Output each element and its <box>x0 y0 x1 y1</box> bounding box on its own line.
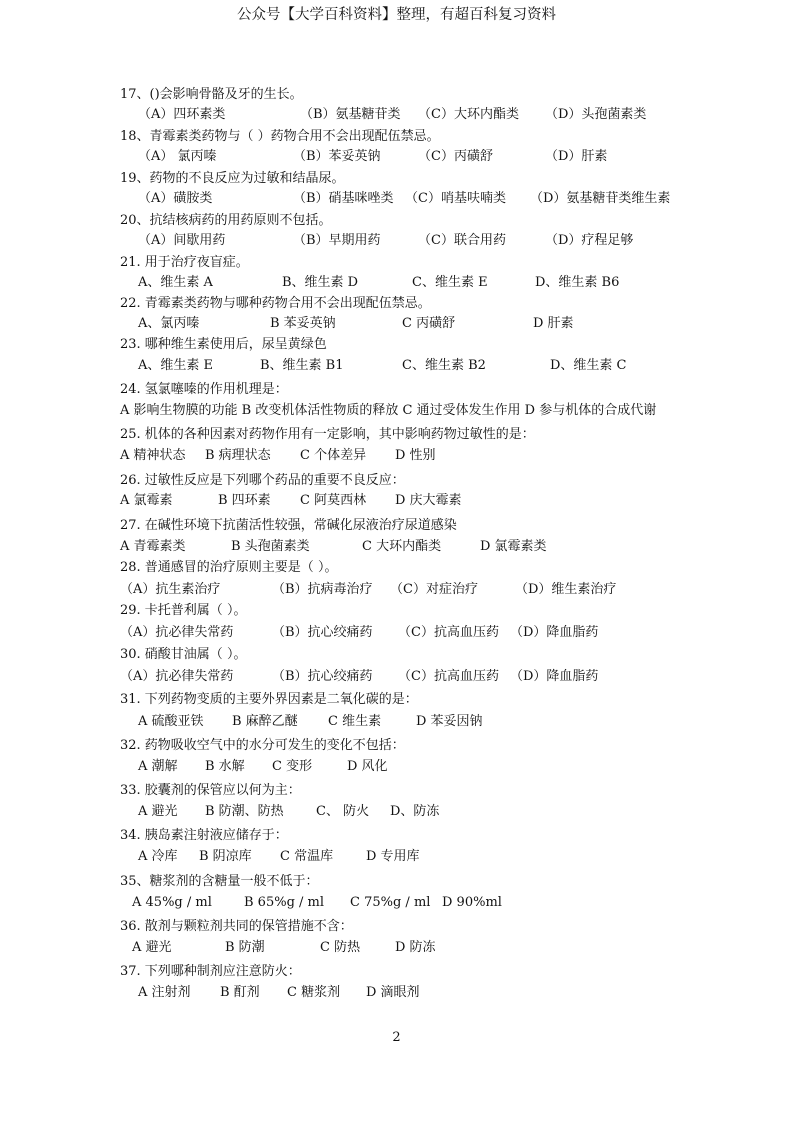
option-text: A 45%g / ml <box>132 895 212 910</box>
question-stem: 19、药物的不良反应为过敏和结晶尿。 <box>120 171 345 186</box>
question-stem: 30. 硝酸甘油属（ ）。 <box>120 647 247 662</box>
option-text: A 注射剂 <box>138 985 191 1000</box>
option-text: B 四环素 <box>218 493 271 508</box>
option-text: B 苯妥英钠 <box>270 316 336 331</box>
option-text: （B）抗病毒治疗 <box>272 582 373 597</box>
option-text: （C）哨基呋喃类 <box>405 191 506 206</box>
option-text: （A）磺胺类 <box>138 191 213 206</box>
options-row <box>0 491 793 511</box>
option-text: C、维生素 E <box>412 275 488 290</box>
question-stem: 27. 在碱性环境下抗菌活性较强，常碱化尿液治疗尿道感染 <box>120 518 457 533</box>
options-row <box>0 105 793 125</box>
option-text: C 防热 <box>320 940 361 955</box>
option-text: D 防冻 <box>395 940 436 955</box>
option-text: （C）对症治疗 <box>390 582 478 597</box>
option-text: B 阴凉库 <box>199 849 252 864</box>
option-text: D、维生素 C <box>550 358 627 373</box>
question-stem: 29. 卡托普利属（ ）。 <box>120 603 247 618</box>
option-text: （D）疗程足够 <box>545 233 634 248</box>
options-row <box>0 231 793 251</box>
page-number: 2 <box>392 1030 401 1045</box>
options-row <box>0 314 793 334</box>
option-text: A 影响生物膜的功能 B 改变机体活性物质的释放 C 通过受体发生作用 D 参与机体的合成代谢 <box>120 403 657 418</box>
option-text: B 防潮 <box>225 940 265 955</box>
option-text: （D）肝素 <box>545 149 608 164</box>
option-text: （B）早期用药 <box>293 233 381 248</box>
option-text: （D）降血脂药 <box>510 625 599 640</box>
option-text: （D）头孢菌素类 <box>545 107 647 122</box>
option-text: （A）四环素类 <box>138 107 226 122</box>
option-text: B 65%g / ml <box>244 895 325 910</box>
question-stem: 28. 普通感冒的治疗原则主要是（ ）。 <box>120 560 338 575</box>
option-text: C 75%g / ml <box>350 895 431 910</box>
option-text: A 潮解 <box>138 759 178 774</box>
option-text: （A）抗生素治疗 <box>120 582 221 597</box>
option-text: （A）间歇用药 <box>138 233 226 248</box>
options-row <box>0 189 793 209</box>
question-stem: 17、()会影响骨骼及牙的生长。 <box>120 87 303 102</box>
question-stem: 20、抗结核病药的用药原则不包括。 <box>120 213 332 228</box>
option-text: B、维生素 B1 <box>260 358 344 373</box>
option-text: （B）抗心绞痛药 <box>272 669 373 684</box>
option-text: D、防冻 <box>390 804 440 819</box>
option-text: C、 防火 <box>316 804 370 819</box>
option-text: C 糖浆剂 <box>287 985 341 1000</box>
option-text: A、维生素 A <box>138 275 213 290</box>
question-stem: 25. 机体的各种因素对药物作用有一定影响，其中影响药物过敏性的是： <box>120 427 535 442</box>
option-text: A 冷库 <box>138 849 178 864</box>
options-row <box>0 147 793 167</box>
option-text: A 氯霉素 <box>120 493 173 508</box>
option-text: （B）氨基糖苷类 <box>300 107 401 122</box>
options-row <box>0 847 793 867</box>
question-stem: 33. 胶囊剂的保管应以何为主： <box>120 783 301 798</box>
option-text: A 精神状态 <box>120 448 186 463</box>
option-text: C 丙磺舒 <box>402 316 456 331</box>
option-text: （A）抗必律失常药 <box>120 625 234 640</box>
option-text: A 硫酸亚铁 <box>138 714 204 729</box>
options-row <box>0 623 793 643</box>
option-text: D、维生素 B6 <box>535 275 620 290</box>
option-text: （D）降血脂药 <box>510 669 599 684</box>
option-text: A 青霉素类 <box>120 539 186 554</box>
question-stem: 24. 氢氯噻嗪的作用机理是： <box>120 382 288 397</box>
option-text: D 90%ml <box>442 895 502 910</box>
option-text: A 避光 <box>138 804 178 819</box>
option-text: D 庆大霉素 <box>395 493 462 508</box>
option-text: B 酊剂 <box>220 985 260 1000</box>
option-text: A 避光 <box>132 940 172 955</box>
page-header: 公众号【大学百科资料】整理，有超百科复习资料 <box>237 7 556 23</box>
question-stem: 31. 下列药物变质的主要外界因素是二氧化碳的是： <box>120 692 418 707</box>
options-row <box>0 712 793 732</box>
option-text: （B）抗心绞痛药 <box>272 625 373 640</box>
option-text: D 肝素 <box>533 316 574 331</box>
options-row <box>0 401 793 421</box>
option-text: B、维生素 D <box>282 275 359 290</box>
question-stem: 37. 下列哪种制剂应注意防火： <box>120 964 301 979</box>
option-text: B 病理状态 <box>205 448 271 463</box>
option-text: C 个体差异 <box>300 448 367 463</box>
option-text: C 维生素 <box>328 714 382 729</box>
options-row <box>0 537 793 557</box>
options-row <box>0 893 793 913</box>
option-text: B 头孢菌素类 <box>231 539 310 554</box>
question-stem: 32. 药物吸收空气中的水分可发生的变化不包括： <box>120 738 405 753</box>
question-stem: 23. 哪种维生素使用后，尿呈黄绿色 <box>120 337 327 352</box>
question-stem: 34. 胰岛素注射液应储存于： <box>120 828 288 843</box>
option-text: B 麻醉乙醚 <box>232 714 298 729</box>
option-text: C 大环内酯类 <box>362 539 442 554</box>
options-row <box>0 757 793 777</box>
option-text: B 防潮、防热 <box>205 804 284 819</box>
question-stem: 18、青霉素类药物与（ ）药物合用不会出现配伍禁忌。 <box>120 129 440 144</box>
option-text: （A）抗必律失常药 <box>120 669 234 684</box>
option-text: （A） 氯丙嗪 <box>138 149 217 164</box>
question-stem: 21. 用于治疗夜盲症。 <box>120 255 249 270</box>
option-text: （C）丙磺舒 <box>418 149 493 164</box>
option-text: C 阿莫西林 <box>300 493 367 508</box>
option-text: （C）联合用药 <box>418 233 506 248</box>
option-text: D 专用库 <box>366 849 420 864</box>
option-text: （D）维生素治疗 <box>515 582 617 597</box>
option-text: C 常温库 <box>280 849 334 864</box>
option-text: （D）氨基糖苷类维生素 <box>530 191 671 206</box>
option-text: A、维生素 E <box>138 358 214 373</box>
options-row <box>0 356 793 376</box>
option-text: C 变形 <box>272 759 313 774</box>
option-text: （C）抗高血压药 <box>398 625 499 640</box>
option-text: D 性别 <box>395 448 436 463</box>
option-text: （B）苯妥英钠 <box>293 149 381 164</box>
option-text: D 滴眼剂 <box>366 985 420 1000</box>
option-text: D 风化 <box>347 759 388 774</box>
option-text: （C）抗高血压药 <box>398 669 499 684</box>
options-row <box>0 938 793 958</box>
question-stem: 26. 过敏性反应是下列哪个药品的重要不良反应： <box>120 473 405 488</box>
options-row <box>0 273 793 293</box>
option-text: （C）大环内酯类 <box>418 107 519 122</box>
options-row <box>0 667 793 687</box>
option-text: B 水解 <box>205 759 245 774</box>
question-stem: 36. 散剂与颗粒剂共同的保管措施不含： <box>120 919 353 934</box>
option-text: （B）硝基咪唑类 <box>293 191 394 206</box>
option-text: A、氯丙嗪 <box>138 316 200 331</box>
option-text: D 氯霉素类 <box>480 539 547 554</box>
question-stem: 35、糖浆剂的含糖量一般不低于： <box>120 874 319 889</box>
options-row <box>0 983 793 1003</box>
option-text: D 苯妥因钠 <box>416 714 483 729</box>
options-row <box>0 446 793 466</box>
question-stem: 22. 青霉素类药物与哪种药物合用不会出现配伍禁忌。 <box>120 296 431 311</box>
options-row <box>0 802 793 822</box>
options-row <box>0 580 793 600</box>
option-text: C、维生素 B2 <box>402 358 486 373</box>
